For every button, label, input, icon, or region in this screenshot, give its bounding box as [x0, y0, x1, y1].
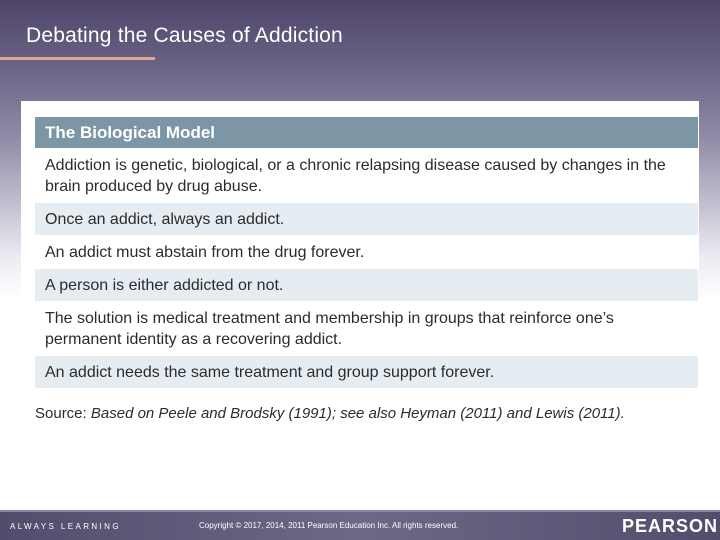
table-row: The solution is medical treatment and membership in groups that reinforce one’s permanent identity as a recovering addict. — [35, 301, 698, 355]
table-row: An addict needs the same treatment and group support forever. — [35, 355, 698, 388]
table-header: The Biological Model — [35, 117, 698, 148]
figure-panel — [21, 101, 699, 438]
table-row: An addict must abstain from the drug forever. — [35, 235, 698, 268]
copyright-notice: Copyright © 2017, 2014, 2011 Pearson Education Inc. All rights reserved. — [199, 521, 459, 530]
source-label: Source: — [35, 405, 87, 422]
biological-model-table — [35, 117, 698, 388]
table-row: Once an addict, always an addict. — [35, 202, 698, 235]
title-underline — [0, 57, 155, 60]
source-citation — [35, 405, 625, 422]
footer-tagline: ALWAYS LEARNING — [10, 522, 121, 531]
table-row: Addiction is genetic, biological, or a chronic relapsing disease caused by changes in the brain produced by drug abuse. — [35, 148, 698, 202]
pearson-logo: PEARSON — [622, 516, 719, 536]
table-row: A person is either addicted or not. — [35, 268, 698, 301]
source-text: Based on Peele and Brodsky (1991); see also Heyman (2011) and Lewis (2011). — [90, 405, 625, 422]
slide-title: Debating the Causes of Addiction — [26, 24, 343, 47]
